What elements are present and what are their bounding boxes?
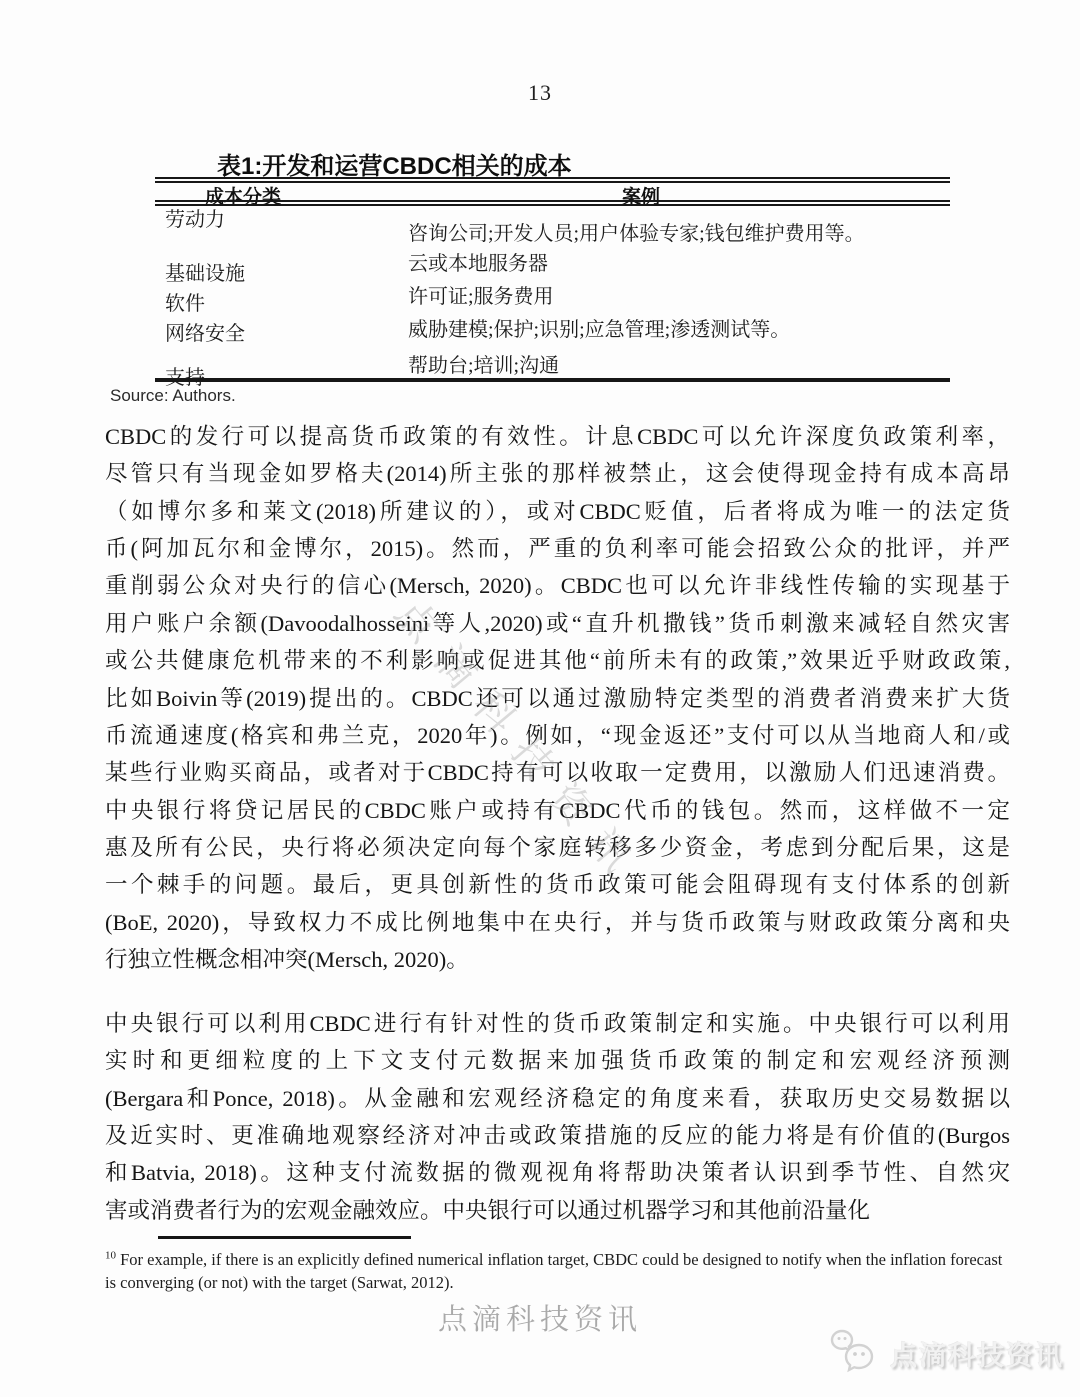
table-header-category: 成本分类	[205, 187, 282, 208]
body-line: (BoE, 2020)，导致权力不成比例地集中在央行，并与货币政策与财政政策分离和央	[105, 909, 1010, 935]
body-line: 害或消费者行为的宏观金融效应。中央银行可以通过机器学习和其他前沿量化	[105, 1197, 871, 1223]
body-line: 一个棘手的问题。最后，更具创新性的货币政策可能会阻碍现有支付体系的创新	[105, 872, 1010, 898]
watermark-center: 点滴科技资讯	[437, 1304, 642, 1336]
cost-table	[155, 146, 950, 389]
table-rule-bottom	[155, 378, 950, 382]
table-row-category: 基础设施	[165, 263, 245, 285]
body-line: 惠及所有公民，央行将必须决定向每个家庭转移多少资金，考虑到分配后果，这是	[105, 834, 1010, 860]
publisher-logo-text: 点滴科技资讯	[890, 1341, 1064, 1371]
footnote	[105, 1248, 1015, 1294]
footnote-rule	[158, 1236, 411, 1239]
publisher-logo	[828, 1328, 1064, 1379]
body-line: 及近实时、更准确地观察经济对冲击或政策措施的反应的能力将是有价值的(Burgos	[105, 1123, 1010, 1149]
watermark-diagonal: 点滴科技资讯	[386, 591, 652, 896]
body-line: 币流通速度(格宾和弗兰克，2020年)。例如，“现金返还”支付可以从当地商人和/或	[105, 722, 1010, 748]
wechat-chat-bubbles-icon	[828, 1328, 882, 1379]
body-line: 比如Boivin等(2019)提出的。CBDC还可以通过激励特定类型的消费者消费来扩大货	[105, 685, 1010, 711]
table-source: Source: Authors.	[110, 386, 236, 405]
table-row-category: 劳动力	[165, 209, 225, 231]
body-line: 或公共健康危机带来的不利影响或促进其他“前所未有的政策,”效果近乎财政政策,	[105, 648, 1010, 674]
body-line: CBDC的发行可以提高货币政策的有效性。计息CBDC可以允许深度负政策利率，	[105, 424, 1010, 449]
table-row-example: 咨询公司;开发人员;用户体验专家;钱包维护费用等。	[408, 223, 865, 245]
body-line: 和Batvia, 2018)。这种支付流数据的微观视角将帮助决策者认识到季节性、自然灾	[105, 1160, 1010, 1186]
body-line: 某些行业购买商品，或者对于CBDC持有可以收取一定费用，以激励人们迅速消费。	[105, 760, 1010, 786]
body-line: 实时和更细粒度的上下文支付元数据来加强货币政策的制定和宏观经济预测	[105, 1048, 1010, 1074]
footnote-text: For example, if there is an explicitly defined numerical inflation target, CBDC could be designed to notify when the inflation forecast is converging (or not) with the target (Sarwat, 2012).	[105, 1250, 1003, 1292]
table-row-example: 威胁建模;保护;识别;应急管理;渗透测试等。	[408, 319, 791, 341]
body-line: （如博尔多和莱文(2018)所建议的），或对CBDC贬值，后者将成为唯一的法定货	[105, 498, 1010, 524]
footnote-marker: 10	[105, 1249, 116, 1262]
body-line: 尽管只有当现金如罗格夫(2014)所主张的那样被禁止，这会使得现金持有成本高昂	[105, 461, 1010, 487]
body-paragraph-2	[105, 1005, 1010, 1229]
body-line: 中央银行将贷记居民的CBDC账户或持有CBDC代币的钱包。然而，这样做不一定	[105, 797, 1010, 823]
body-line: 中央银行可以利用CBDC进行有针对性的货币政策制定和实施。中央银行可以利用	[105, 1011, 1010, 1036]
body-line: 重削弱公众对央行的信心(Mersch, 2020)。CBDC也可以允许非线性传输的实现基于	[105, 573, 1010, 599]
table-rule-header	[155, 200, 950, 206]
table-row-category: 软件	[165, 293, 205, 315]
table-title: 表1:开发和运营CBDC相关的成本	[217, 153, 572, 180]
page-number: 13	[528, 80, 552, 105]
body-line: 行独立性概念相冲突(Mersch, 2020)。	[105, 947, 469, 973]
table-row-category: 支持	[165, 367, 205, 389]
table-row-example: 帮助台;培训;沟通	[408, 355, 560, 377]
body-line: 用户账户余额(Davoodalhosseini等人,2020)或“直升机撒钱”货币刺激来减轻自然灾害	[105, 610, 1010, 636]
table-row-example: 云或本地服务器	[408, 253, 548, 275]
body-line: 币(阿加瓦尔和金博尔，2015)。然而，严重的负利率可能会招致公众的批评，并严	[105, 536, 1010, 562]
table-header-example: 案例	[622, 187, 661, 208]
body-paragraph-1	[105, 418, 1010, 978]
table-row-example: 许可证;服务费用	[408, 286, 554, 308]
body-line: (Bergara和Ponce, 2018)。从金融和宏观经济稳定的角度来看，获取历史交易数据以	[105, 1085, 1010, 1111]
table-row-category: 网络安全	[165, 323, 245, 345]
